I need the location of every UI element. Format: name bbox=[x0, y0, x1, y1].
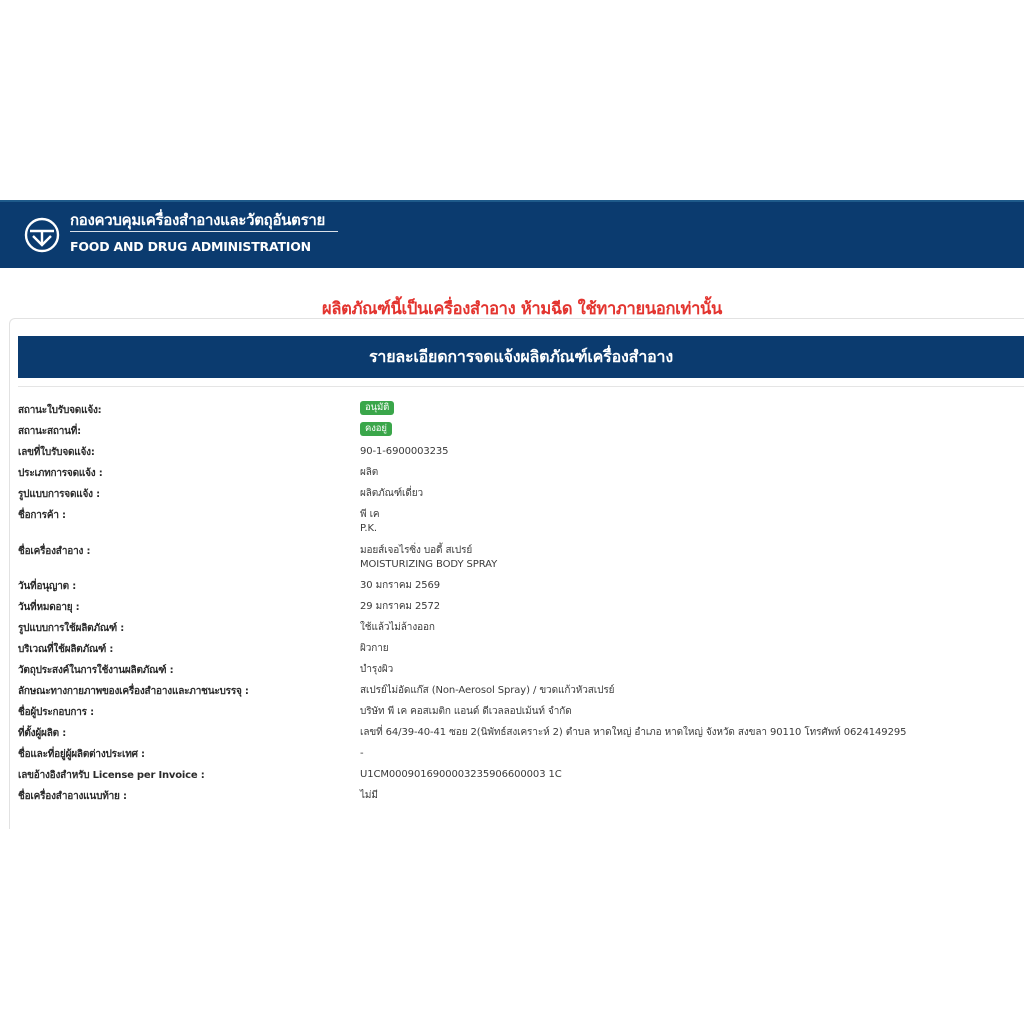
detail-label: ประเภทการจดแจ้ง : bbox=[18, 468, 103, 479]
detail-value: ผลิตภัณฑ์เดี่ยว bbox=[360, 488, 424, 499]
detail-label: ชื่อและที่อยู่ผู้ผลิตต่างประเทศ : bbox=[18, 749, 145, 760]
detail-value: สเปรย์ไม่อัดแก๊ส (Non-Aerosol Spray) / ขวดแก้วหัวสเปรย์ bbox=[360, 685, 615, 696]
detail-value bbox=[360, 544, 1020, 572]
detail-label: รูปแบบการใช้ผลิตภัณฑ์ : bbox=[18, 623, 125, 634]
detail-value: เลขที่ 64/39-40-41 ซอย 2(นิพัทธ์สงเคราะห์ 2) ตำบล หาดใหญ่ อำเภอ หาดใหญ่ จังหวัด สงขลา 90110 โทรศัพท์ 0624149295 bbox=[360, 727, 907, 738]
detail-label: วันที่อนุญาต : bbox=[18, 581, 76, 592]
status-badge-active: คงอยู่ bbox=[360, 422, 392, 436]
header-title-english: FOOD AND DRUG ADMINISTRATION bbox=[70, 239, 311, 254]
detail-value-line-1: พี เค bbox=[360, 509, 380, 520]
status-badge-approved: อนุมัติ bbox=[360, 401, 394, 415]
header-title-thai: กองควบคุมเครื่องสำอางและวัตถุอันตราย bbox=[70, 211, 325, 229]
detail-label: ชื่อเครื่องสำอาง : bbox=[18, 546, 91, 557]
detail-value: 90-1-6900003235 bbox=[360, 446, 449, 457]
detail-label: รูปแบบการจดแจ้ง : bbox=[18, 489, 100, 500]
detail-label: ลักษณะทางกายภาพของเครื่องสำอางและภาชนะบรรจุ : bbox=[18, 686, 249, 697]
detail-value-line-1: มอยส์เจอไรซิ่ง บอดี้ สเปรย์ bbox=[360, 545, 473, 556]
header-divider bbox=[70, 231, 338, 232]
detail-label: สถานะใบรับจดแจ้ง: bbox=[18, 405, 102, 416]
detail-label: เลขที่ใบรับจดแจ้ง: bbox=[18, 447, 95, 458]
detail-value: U1CM0009016900003235906600003 1C bbox=[360, 769, 562, 780]
detail-value: ผิวกาย bbox=[360, 643, 389, 654]
section-divider bbox=[18, 386, 1024, 387]
detail-label: บริเวณที่ใช้ผลิตภัณฑ์ : bbox=[18, 644, 114, 655]
detail-label: ชื่อผู้ประกอบการ : bbox=[18, 707, 94, 718]
detail-value: บำรุงผิว bbox=[360, 664, 394, 675]
detail-value: ใช้แล้วไม่ล้างออก bbox=[360, 622, 435, 633]
detail-label: วัตถุประสงค์ในการใช้งานผลิตภัณฑ์ : bbox=[18, 665, 174, 676]
detail-label: ชื่อการค้า : bbox=[18, 510, 66, 521]
detail-value: บริษัท พี เค คอสเมติก แอนด์ ดีเวลลอปเม้นท์ จำกัด bbox=[360, 706, 572, 717]
detail-label: ชื่อเครื่องสำอางแนบท้าย : bbox=[18, 791, 127, 802]
detail-value: 30 มกราคม 2569 bbox=[360, 580, 441, 591]
detail-label: วันที่หมดอายุ : bbox=[18, 602, 80, 613]
detail-label: เลขอ้างอิงสำหรับ License per Invoice : bbox=[18, 770, 205, 781]
fda-logo-icon bbox=[24, 217, 60, 253]
detail-value bbox=[360, 401, 1020, 415]
detail-value bbox=[360, 422, 1020, 436]
detail-value: ไม่มี bbox=[360, 790, 378, 801]
detail-value bbox=[360, 508, 1020, 536]
detail-value: - bbox=[360, 748, 364, 759]
detail-value: 29 มกราคม 2572 bbox=[360, 601, 441, 612]
site-header bbox=[0, 200, 1024, 268]
detail-label: ที่ตั้งผู้ผลิต : bbox=[18, 728, 66, 739]
cosmetic-warning: ผลิตภัณฑ์นี้เป็นเครื่องสำอาง ห้ามฉีด ใช้ทาภายนอกเท่านั้น bbox=[321, 299, 722, 318]
detail-label: สถานะสถานที่: bbox=[18, 426, 81, 437]
section-title: รายละเอียดการจดแจ้งผลิตภัณฑ์เครื่องสำอาง bbox=[18, 336, 1024, 378]
detail-value-line-2: MOISTURIZING BODY SPRAY bbox=[360, 559, 498, 570]
detail-value: ผลิต bbox=[360, 467, 379, 478]
detail-value-line-2: P.K. bbox=[360, 523, 377, 534]
